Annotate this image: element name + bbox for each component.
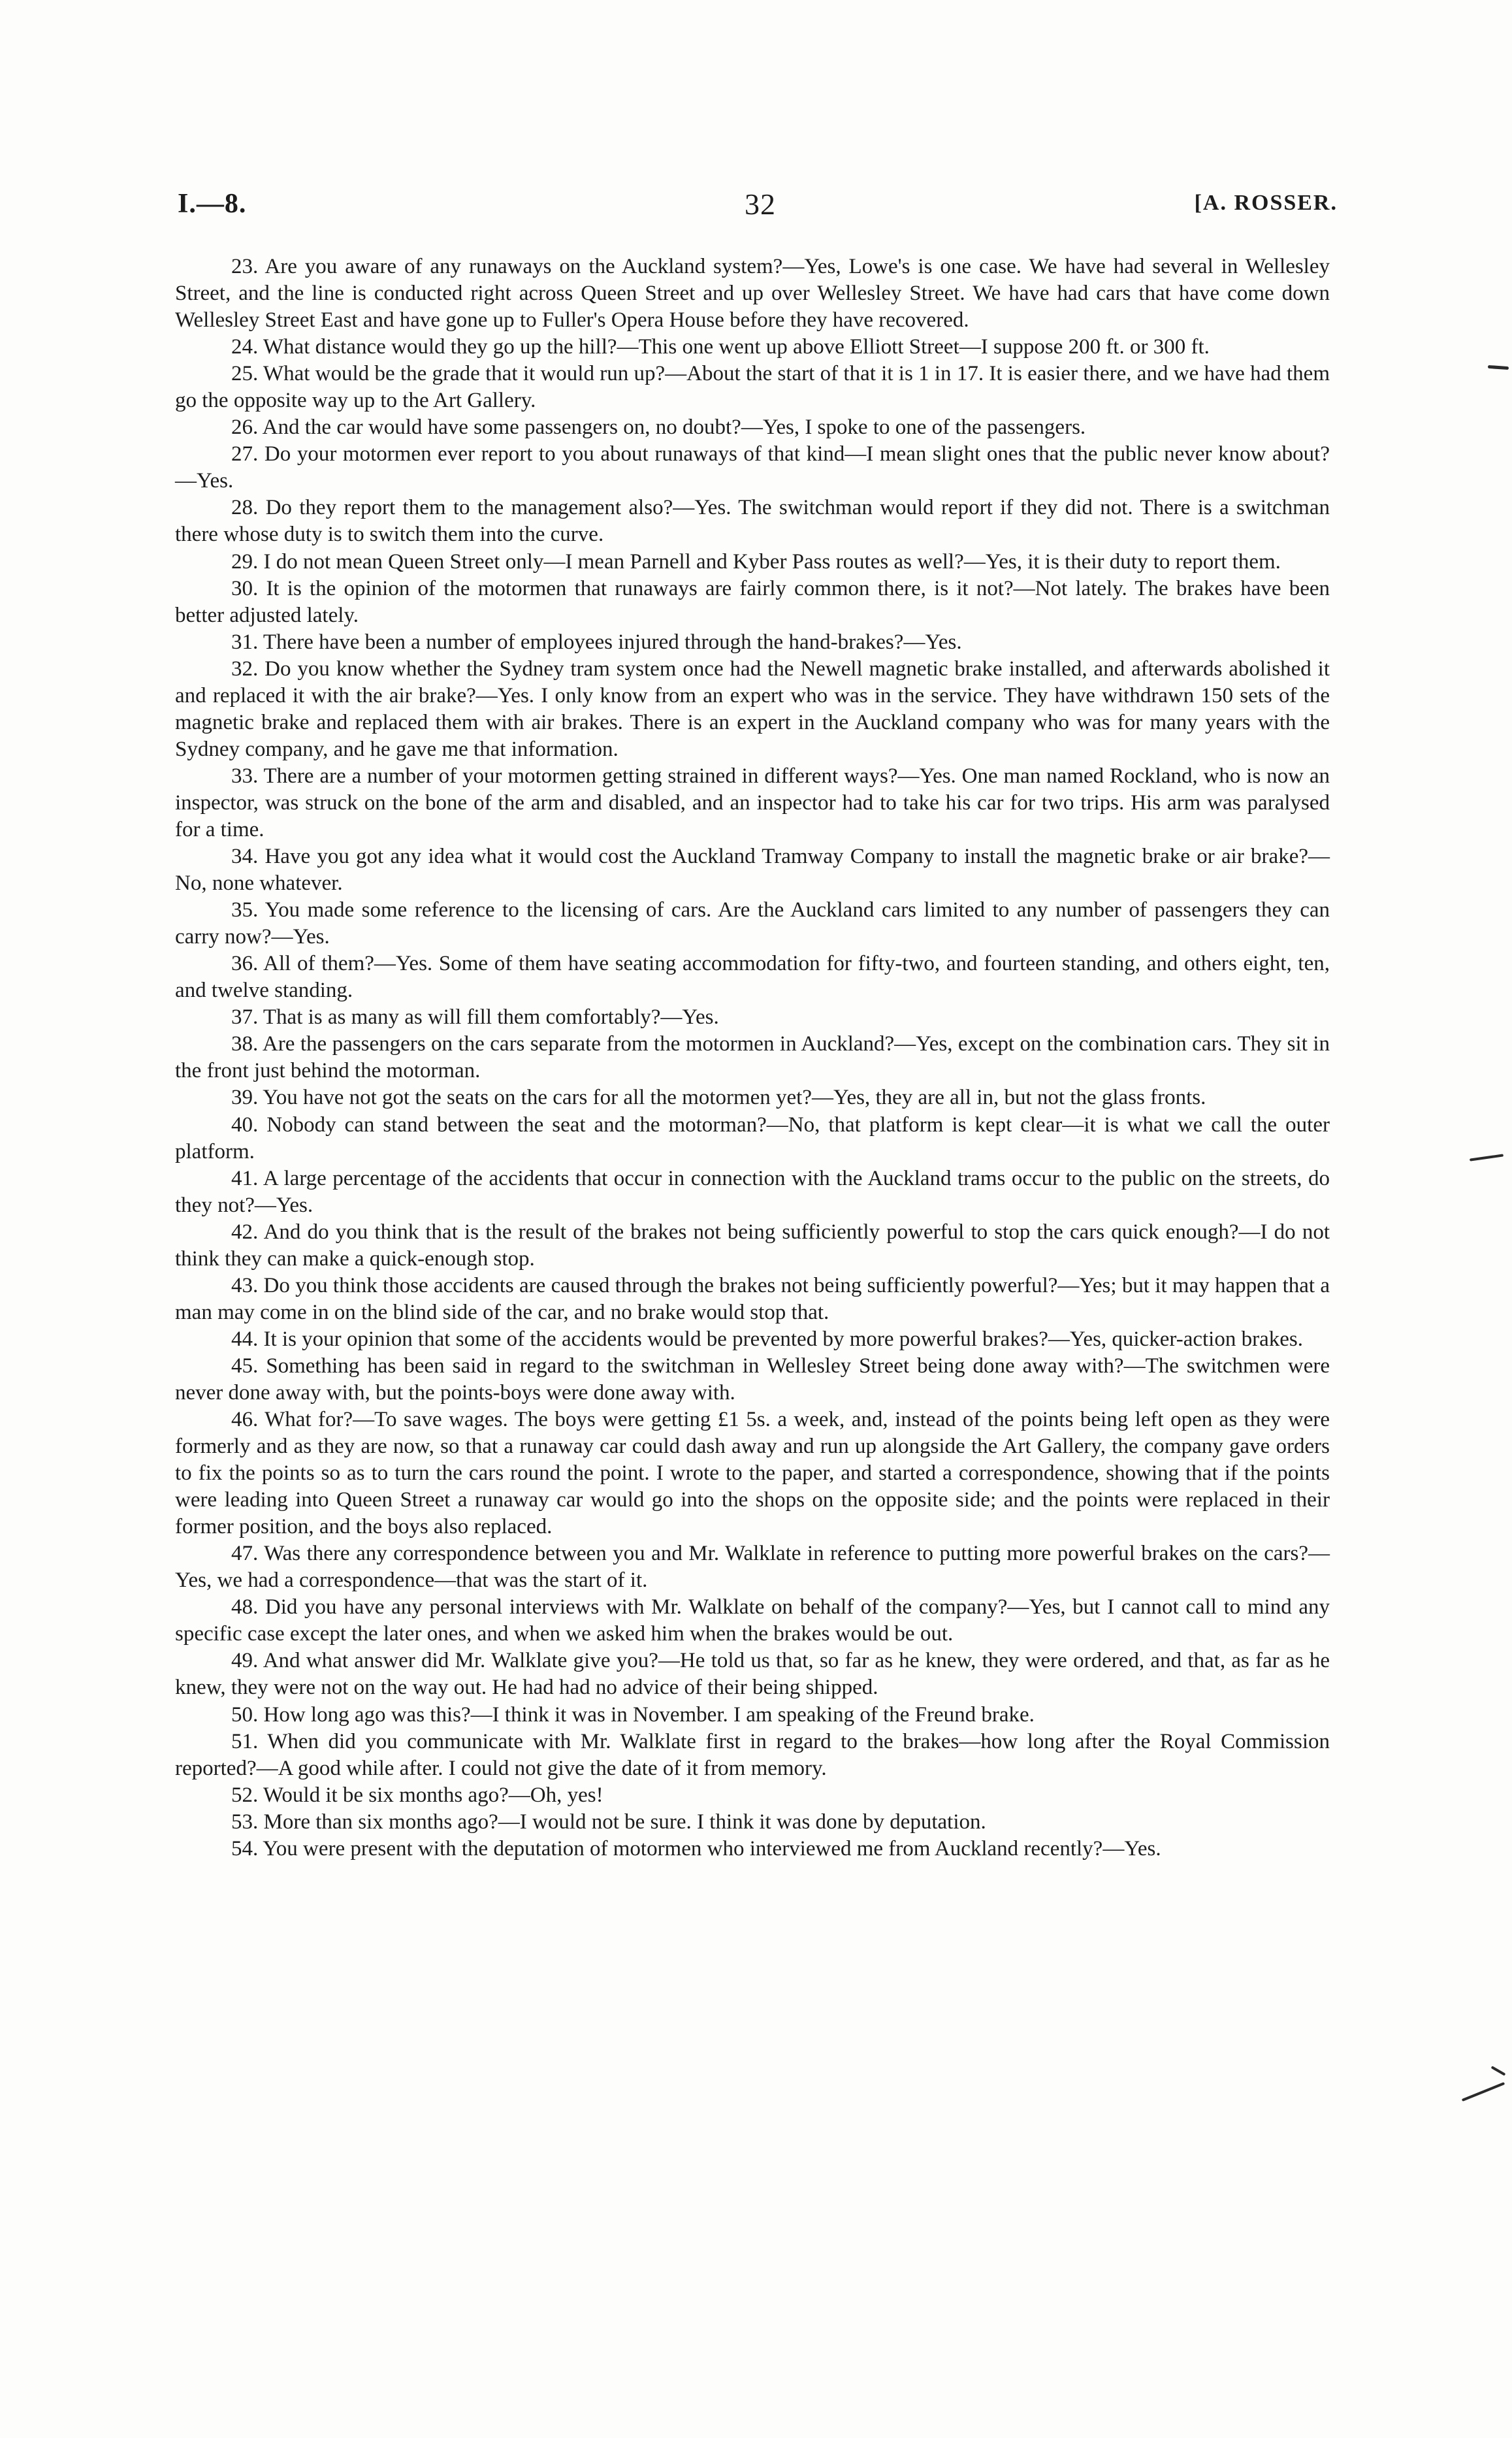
question-45: 45. Something has been said in regard to the switchman in Wellesley Street being done away with?—The switchmen were never done away with, but the points-boys were done away with. (175, 1354, 1330, 1405)
question-26: 26. And the car would have some passengers on, no doubt?—Yes, I spoke to one of the passengers. (231, 415, 1086, 440)
question-41: 41. A large percentage of the accidents that occur in connection with the Auckland trams occur to the public on the streets, do they not?—Yes. (175, 1166, 1330, 1217)
question-43: 43. Do you think those accidents are caused through the brakes not being sufficiently powerful?—Yes; but it may happen that a man may come in on the blind side of the car, and no brake would stop that. (175, 1273, 1330, 1324)
page-number: 32 (745, 187, 776, 221)
question-42: 42. And do you think that is the result of the brakes not being sufficiently powerful to stop the cars quick enough?—I do not think they can make a quick-enough stop. (175, 1220, 1330, 1271)
witness-name: [A. ROSSER. (1194, 191, 1338, 215)
document-reference: I.—8. (178, 189, 247, 219)
margin-mark (1488, 365, 1509, 370)
question-50: 50. How long ago was this?—I think it was in November. I am speaking of the Freund brake. (231, 1702, 1035, 1727)
question-52: 52. Would it be six months ago?—Oh, yes! (231, 1783, 603, 1807)
question-33: 33. There are a number of your motormen getting strained in different ways?—Yes. One man named Rockland, who is now an inspector, was struck on the bone of the arm and disabled, and an inspector had to take his car for two trips. His arm was paralysed for a time. (175, 764, 1330, 841)
question-30: 30. It is the opinion of the motormen that runaways are fairly common there, is it not?—Not lately. The brakes have been better adjusted lately. (175, 576, 1330, 627)
question-44: 44. It is your opinion that some of the accidents would be prevented by more powerful brakes?—Yes, quicker-action brakes. (231, 1327, 1303, 1351)
question-29: 29. I do not mean Queen Street only—I mean Parnell and Kyber Pass routes as well?—Yes, it is their duty to report them. (231, 549, 1281, 574)
margin-mark (1491, 2066, 1506, 2075)
question-51: 51. When did you communicate with Mr. Walklate first in regard to the brakes—how long after the Royal Commission reported?—A good while after. I could not give the date of it from memory. (175, 1729, 1330, 1780)
question-23: 23. Are you aware of any runaways on the Auckland system?—Yes, Lowe's is one case. We have had several in Wellesley Street, and the line is conducted right across Queen Street and up over Wellesley Street. We have had cars that have come down Wellesley Street East and have gone up to Fuller's Opera House before they have recovered. (175, 255, 1330, 333)
question-24: 24. What distance would they go up the hill?—This one went up above Elliott Street—I suppose 200 ft. or 300 ft. (231, 335, 1210, 359)
question-40: 40. Nobody can stand between the seat and the motorman?—No, that platform is kept clear—it is what we call the outer platform. (175, 1113, 1330, 1163)
question-39: 39. You have not got the seats on the cars for all the motormen yet?—Yes, they are all in, but not the glass fronts. (231, 1086, 1206, 1110)
question-47: 47. Was there any correspondence between you and Mr. Walklate in reference to putting more powerful brakes on the cars?—Yes, we had a correspondence—that was the start of it. (175, 1542, 1330, 1593)
question-35: 35. You made some reference to the licensing of cars. Are the Auckland cars limited to any number of passengers they can carry now?—Yes. (175, 898, 1330, 949)
evidence-text (175, 253, 1330, 1862)
question-53: 53. More than six months ago?—I would not be sure. I think it was done by deputation. (231, 1810, 986, 1834)
question-25: 25. What would be the grade that it would run up?—About the start of that it is 1 in 17. It is easier there, and we have had them go the opposite way up to the Art Gallery. (175, 362, 1330, 413)
question-46: 46. What for?—To save wages. The boys were getting £1 5s. a week, and, instead of the points being left open as they were formerly and as they are now, so that a runaway car could dash away and run up alongside the Art Gallery, the company gave orders to fix the points so as to turn the cars round the point. I wrote to the paper, and started a correspondence, showing that if the points were leading into Queen Street a runaway car would go into the shops on the opposite side; and the points were replaced in their former position, and the boys also replaced. (175, 1408, 1330, 1539)
question-34: 34. Have you got any idea what it would cost the Auckland Tramway Company to install the magnetic brake or air brake?—No, none whatever. (175, 845, 1330, 896)
page-header (178, 188, 1338, 227)
question-48: 48. Did you have any personal interviews with Mr. Walklate on behalf of the company?—Yes, but I cannot call to mind any specific case except the later ones, and when we asked him when the brakes would be out. (175, 1595, 1330, 1646)
question-49: 49. And what answer did Mr. Walklate give you?—He told us that, so far as he knew, they were ordered, and that, as far as he knew, they were not on the way out. He had had no advice of their being shipped. (175, 1649, 1330, 1700)
question-28: 28. Do they report them to the management also?—Yes. The switchman would report if they did not. There is a switchman there whose duty is to switch them into the curve. (175, 496, 1330, 547)
question-37: 37. That is as many as will fill them comfortably?—Yes. (231, 1005, 719, 1030)
margin-mark (1462, 2082, 1505, 2102)
question-54: 54. You were present with the deputation of motormen who interviewed me from Auckland recently?—Yes. (231, 1836, 1161, 1861)
question-27: 27. Do your motormen ever report to you about runaways of that kind—I mean slight ones that the public never know about?—Yes. (175, 442, 1330, 493)
question-38: 38. Are the passengers on the cars separate from the motormen in Auckland?—Yes, except on the combination cars. They sit in the front just behind the motorman. (175, 1032, 1330, 1083)
question-31: 31. There have been a number of employees injured through the hand-brakes?—Yes. (231, 630, 962, 654)
question-36: 36. All of them?—Yes. Some of them have seating accommodation for fifty-two, and fourteen standing, and others eight, ten, and twelve standing. (175, 952, 1330, 1003)
question-32: 32. Do you know whether the Sydney tram system once had the Newell magnetic brake installed, and afterwards abolished it and replaced it with the air brake?—Yes. I only know from an expert who was in the service. They have withdrawn 150 sets of the magnetic brake and replaced them with air brakes. There is an expert in the Auckland company who was for many years with the Sydney company, and he gave me that information. (175, 657, 1330, 761)
margin-mark (1470, 1154, 1504, 1161)
